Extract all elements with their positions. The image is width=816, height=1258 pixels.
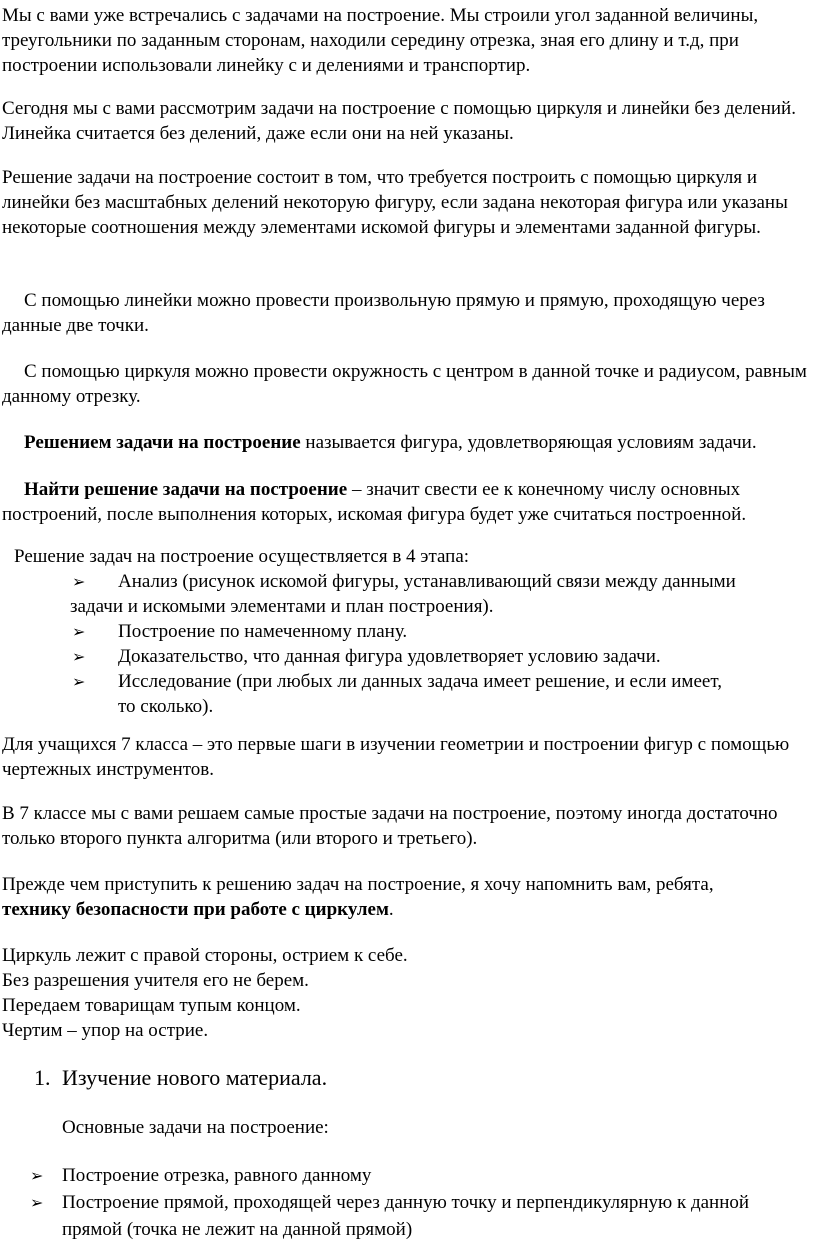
arrowhead-bullet-icon: ➢: [72, 647, 86, 666]
list-item: [72, 644, 802, 669]
definition-1: [2, 430, 814, 455]
stages-list: [72, 569, 802, 719]
intro-paragraph-1: Мы с вами уже встречались с задачами на построение. Мы строили угол заданной величины, треугольники по заданным сторонам, находили середину отрезка, зная его длину и т.д, при построении использовали линейку с и делениями и транспортир.: [2, 5, 759, 76]
safety-technique-emphasis: технику безопасности при работе с циркулем: [2, 899, 389, 920]
arrowhead-bullet-icon: ➢: [72, 572, 86, 591]
list-item: [30, 1163, 810, 1188]
safety-rule-3: Передаем товарищам тупым концом.: [2, 995, 301, 1016]
section-title: Изучение нового материала.: [62, 1065, 328, 1090]
intro-paragraph-2: Сегодня мы с вами рассмотрим задачи на построение с помощью циркуля и линейки без делений. Линейка считается без делений, даже если они на ней указаны.: [2, 98, 796, 144]
task-1-line-1: Построение отрезка, равного данному: [62, 1165, 372, 1186]
stage-2-line-1: Построение по намеченному плану.: [118, 621, 408, 642]
stage-4-line-2: то сколько).: [118, 696, 214, 717]
safety-rule-2: Без разрешения учителя его не берем.: [2, 970, 309, 991]
context-paragraph-3-text: Прежде чем приступить к решению задач на построение, я хочу напомнить вам, ребята,: [2, 874, 714, 895]
list-item: [72, 619, 802, 644]
safety-rule-1: Циркуль лежит с правой стороны, острием к себе.: [2, 945, 408, 966]
context-paragraph-1: Для учащихся 7 класса – это первые шаги в изучении геометрии и построении фигур с помощью чертежных инструментов.: [2, 734, 790, 780]
safety-rules: [2, 943, 814, 1043]
definition-2-term: Найти решение задачи на построение: [24, 479, 348, 500]
definition-1-term: Решением задачи на построение: [24, 432, 301, 453]
arrowhead-bullet-icon: ➢: [30, 1166, 44, 1185]
definition-2-text: – значит свести ее к конечному числу основных построений, после выполнения которых, искомая фигура будет уже считаться построенной.: [2, 479, 747, 525]
stage-1-line-2: задачи и искомыми элементами и план построения).: [70, 596, 494, 617]
context-paragraph-3: [2, 872, 814, 922]
list-item: [72, 669, 802, 719]
list-item: [30, 1190, 810, 1242]
intro-paragraph-3: Решение задачи на построение состоит в том, что требуется построить с помощью циркуля и линейки без масштабных делений некоторую фигуру, если задана некоторая фигура или указаны некоторые соотношения между элементами искомой фигуры и элементами заданной фигуры.: [2, 167, 788, 238]
arrowhead-bullet-icon: ➢: [72, 622, 86, 641]
task-2-line-2: прямой (точка не лежит на данной прямой): [62, 1219, 413, 1240]
section-heading: [34, 1064, 327, 1092]
tasks-list: [30, 1163, 810, 1242]
definition-1-text: называется фигура, удовлетворяющая условиям задачи.: [300, 432, 757, 453]
task-2-line-1: Построение прямой, проходящей через данную точку и перпендикулярную к данной: [62, 1192, 750, 1213]
stage-3-line-1: Доказательство, что данная фигура удовлетворяет условию задачи.: [118, 646, 661, 667]
context-paragraph-2: В 7 классе мы с вами решаем самые простые задачи на построение, поэтому иногда достаточно только второго пункта алгоритма (или второго и третьего).: [2, 803, 778, 849]
list-item: [72, 569, 802, 619]
context-paragraph-3-end: .: [388, 899, 394, 920]
stages-intro: Решение задач на построение осуществляется в 4 этапа:: [14, 546, 470, 567]
arrowhead-bullet-icon: ➢: [30, 1193, 44, 1212]
intro-paragraph-4: С помощью линейки можно провести произвольную прямую и прямую, проходящую через данные две точки.: [2, 290, 765, 336]
arrowhead-bullet-icon: ➢: [72, 672, 86, 691]
intro-paragraph-5: С помощью циркуля можно провести окружность с центром в данной точке и радиусом, равным данному отрезку.: [2, 361, 807, 407]
section-subhead: Основные задачи на построение:: [62, 1117, 329, 1138]
stage-1-line-1: Анализ (рисунок искомой фигуры, устанавливающий связи между данными: [118, 571, 736, 592]
section-number: 1.: [34, 1065, 51, 1090]
stage-4-line-1: Исследование (при любых ли данных задача имеет решение, и если имеет,: [118, 671, 722, 692]
definition-2: [2, 477, 814, 527]
safety-rule-4: Чертим – упор на острие.: [2, 1020, 209, 1041]
